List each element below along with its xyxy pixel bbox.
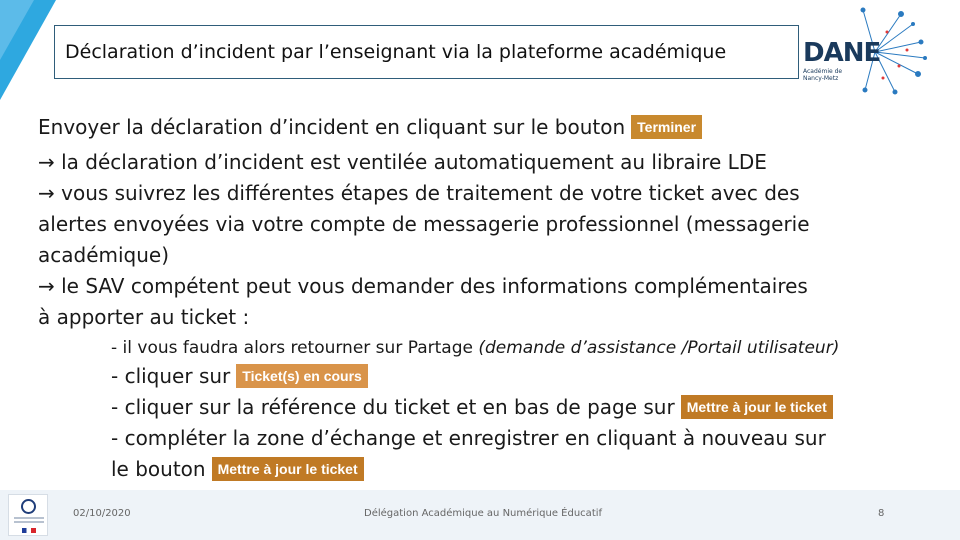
sub-line-5: le bouton Mettre à jour le ticket (38, 454, 938, 485)
flag-icon (22, 528, 36, 533)
sub-line-1: - il vous faudra alors retourner sur Partage (demande d’assistance /Portail utilisateur) (111, 338, 840, 358)
logo-name: DANE (803, 38, 881, 68)
sub-line-4: - compléter la zone d’échange et enregistrer en cliquant à nouveau sur (111, 426, 826, 450)
seal-icon (21, 499, 36, 514)
slide-title: Déclaration d’incident par l’enseignant via la plateforme académique (54, 25, 799, 79)
body-line-1: Envoyer la déclaration d’incident en cliquant sur le bouton Terminer (38, 112, 938, 143)
terminer-button: Terminer (631, 115, 702, 139)
body-line-7: à apporter au ticket : (38, 305, 250, 329)
body-line-4: alertes envoyées via votre compte de messagerie professionnel (messagerie (38, 212, 810, 236)
body-line-3: → vous suivrez les différentes étapes de traitement de votre ticket avec des (38, 181, 800, 205)
footer-date: 02/10/2020 (73, 508, 131, 519)
logo-subtitle: Académie de Nancy-Metz (803, 68, 843, 82)
sub-line-3: - cliquer sur la référence du ticket et en bas de page sur Mettre à jour le ticket (38, 392, 938, 423)
sub-line-1-note: (demande d’assistance /Portail utilisateur) (478, 338, 840, 358)
academie-logo (8, 494, 48, 536)
page-number: 8 (878, 508, 885, 519)
body-line-5: académique) (38, 243, 170, 267)
mettre-a-jour-button-1: Mettre à jour le ticket (681, 395, 833, 419)
slide-body (38, 112, 938, 485)
body-line-2: → la déclaration d’incident est ventilée automatiquement au libraire LDE (38, 150, 767, 174)
tickets-en-cours-button: Ticket(s) en cours (236, 364, 368, 388)
dane-logo (803, 2, 931, 98)
corner-decoration-light (0, 0, 34, 60)
mettre-a-jour-button-2: Mettre à jour le ticket (212, 457, 364, 481)
body-line-6: → le SAV compétent peut vous demander des informations complémentaires (38, 274, 808, 298)
sub-line-2: - cliquer sur Ticket(s) en cours (38, 361, 938, 392)
footer-organization: Délégation Académique au Numérique Éducatif (364, 508, 603, 519)
